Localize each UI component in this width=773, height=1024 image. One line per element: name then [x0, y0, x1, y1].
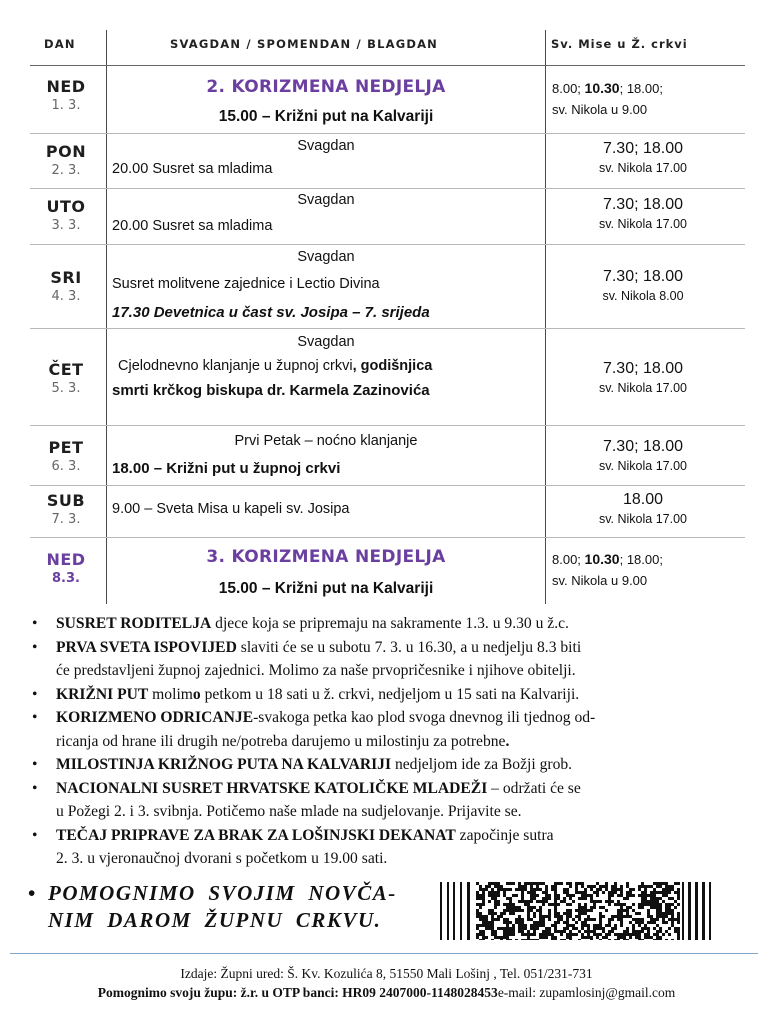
day-name: PON	[45, 142, 87, 161]
table-row	[30, 77, 102, 113]
event-line: 17.30 Devetnica u čast sv. Josipa – 7. srijeda	[112, 304, 430, 321]
day-name: SUB	[46, 491, 86, 510]
day-date: 4. 3.	[51, 289, 81, 304]
header-masses: Sv. Mise u Ž. crkvi	[551, 37, 688, 51]
event-line: 20.00 Susret sa mladima	[112, 218, 273, 234]
table-divider-right	[545, 30, 546, 604]
mass-times: 7.30; 18.00 sv. Nikola 17.00	[598, 360, 687, 395]
donation-appeal: • POMOGNIMO SVOJIM NOVČA- NIM DAROM ŽUPNU CRKVU.	[28, 881, 397, 932]
row-divider	[30, 65, 745, 66]
mass-times: 8.00; 10.30; 18.00; sv. Nikola u 9.00	[552, 551, 663, 588]
event-line: Cjelodnevno klanjanje u župnoj crkvi, godišnjica	[118, 358, 433, 374]
row-divider	[30, 188, 745, 189]
day-name: UTO	[46, 197, 86, 216]
list-item: • PRVA SVETA ISPOVIJED slaviti će se u subotu 7. 3. u 16.30, a u nedjelju 8.3 biti će predstavljeni župnoj zajednici. Molimo za naše prvopričesnike i njihove obitelji.	[32, 638, 582, 679]
event-line: 18.00 – Križni put u župnoj crkvi	[112, 460, 341, 477]
mass-times: 18.00 sv. Nikola 17.00	[598, 491, 687, 526]
table-row	[30, 438, 102, 474]
table-row	[30, 197, 102, 233]
mass-times: 7.30; 18.00 sv. Nikola 8.00	[602, 268, 684, 303]
day-date: 5. 3.	[51, 381, 81, 396]
day-name: NED	[46, 550, 86, 569]
mass-times: 7.30; 18.00 sv. Nikola 17.00	[598, 140, 687, 175]
table-row	[30, 360, 102, 396]
list-item: • SUSRET RODITELJA djece koja se pripremaju na sakramente 1.3. u 9.30 u ž.c.	[32, 615, 569, 632]
table-row	[30, 491, 102, 527]
list-item: • KRIŽNI PUT molimo petkom u 18 sati u ž. crkvi, nedjeljom u 15 sati na Kalvariji.	[32, 685, 580, 703]
table-row	[30, 268, 102, 304]
day-date: 8.3.	[52, 571, 80, 586]
day-name: SRI	[50, 268, 82, 287]
day-date: 7. 3.	[51, 512, 81, 527]
mass-times: 8.00; 10.30; 18.00; sv. Nikola u 9.00	[552, 80, 663, 117]
list-item: • MILOSTINJA KRIŽNOG PUTA NA KALVARIJI nedjeljom ide za Božji grob.	[32, 756, 573, 773]
mass-times: 7.30; 18.00 sv. Nikola 17.00	[598, 438, 687, 473]
mass-times: 7.30; 18.00 sv. Nikola 17.00	[598, 196, 687, 231]
day-name: NED	[46, 77, 86, 96]
event-line: Susret molitvene zajednice i Lectio Divina	[112, 276, 380, 292]
day-name: PET	[48, 438, 84, 457]
row-divider	[30, 328, 745, 329]
day-name: ČET	[48, 360, 84, 379]
event-line: smrti krčkog biskupa dr. Karmela Zazinovića	[112, 382, 430, 399]
table-row	[30, 142, 102, 178]
day-type: Prvi Petak – noćno klanjanje	[234, 433, 418, 449]
event-line: 15.00 – Križni put na Kalvariji	[218, 108, 434, 125]
day-type: Svagdan	[297, 192, 355, 208]
header-day: DAN	[44, 37, 76, 51]
list-item: • NACIONALNI SUSRET HRVATSKE KATOLIČKE MLADEŽI – održati će se u Požegi 2. i 3. svibnja. Potičemo naše mlade na sudjelovanje. Prijavite se.	[32, 779, 581, 820]
event-line: 9.00 – Sveta Misa u kapeli sv. Josipa	[112, 501, 350, 517]
row-divider	[30, 537, 745, 538]
notices-list	[28, 612, 748, 871]
row-divider	[30, 485, 745, 486]
day-type: Svagdan	[297, 249, 355, 265]
event-line: 15.00 – Križni put na Kalvariji	[218, 580, 434, 597]
payment-barcode	[440, 882, 715, 940]
table-divider-left	[106, 30, 107, 604]
footer-bank: Pomognimo svoju župu: ž.r. u OTP banci: HR09 2407000-1148028453e-mail: zupamlosinj@gmail.com	[97, 985, 676, 1000]
day-type: Svagdan	[297, 138, 355, 154]
list-item: • TEČAJ PRIPRAVE ZA BRAK ZA LOŠINJSKI DEKANAT započinje sutra 2. 3. u vjeronaučnoj dvorani s početkom u 19.00 sati.	[32, 826, 554, 867]
table-row	[30, 550, 102, 586]
day-type: Svagdan	[297, 334, 355, 350]
footer-address: Izdaje: Župni ured: Š. Kv. Kozulića 8, 51550 Mali Lošinj , Tel. 051/231-731	[180, 966, 593, 981]
day-date: 6. 3.	[51, 459, 81, 474]
header-day-type: SVAGDAN / SPOMENDAN / BLAGDAN	[170, 37, 439, 51]
row-divider	[30, 133, 745, 134]
sunday-title: 2. KORIZMENA NEDJELJA	[206, 77, 446, 97]
day-date: 2. 3.	[51, 163, 81, 178]
list-item: • KORIZMENO ODRICANJE-svakoga petka kao plod svoga dnevnog ili tjednog od- ricanja od hrane ili drugih ne/potreba darujemo u milostinju za potrebne.	[32, 709, 596, 750]
event-line: 20.00 Susret sa mladima	[112, 161, 273, 177]
sunday-title: 3. KORIZMENA NEDJELJA	[206, 547, 446, 567]
footer-divider	[10, 953, 758, 954]
day-date: 1. 3.	[51, 98, 81, 113]
row-divider	[30, 425, 745, 426]
row-divider	[30, 244, 745, 245]
day-date: 3. 3.	[51, 218, 81, 233]
